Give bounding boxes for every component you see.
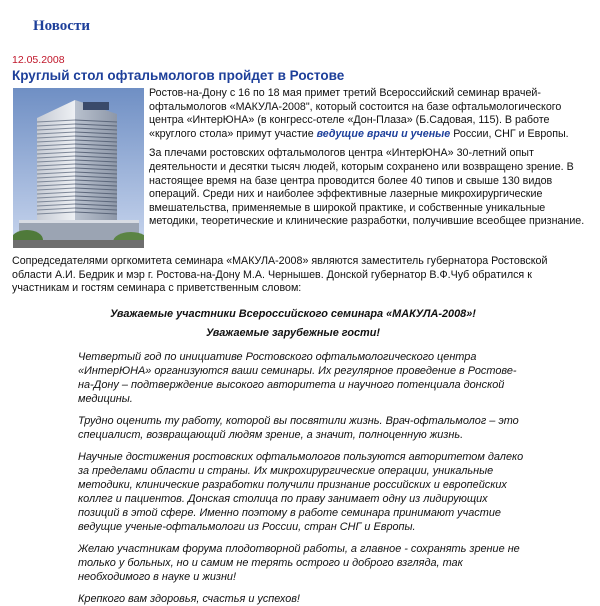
address-paragraph-2: Трудно оценить ту работу, которой вы посвятили жизнь. Врач-офтальмолог – это специалист, возвращающий людям зрение, а значит, полноценную жизнь. [78,415,519,441]
address-paragraph-5: Крепкого вам здоровья, счастья и успехов! [78,593,300,605]
section-title: Новости [33,18,90,34]
article-intro [149,87,589,229]
article-headline[interactable]: Круглый стол офтальмологов пройдет в Ростове [12,68,345,83]
highlight-link[interactable]: ведущие врачи и ученые [316,127,451,140]
hotel-photo [13,88,144,248]
intro-paragraph-2: За плечами ростовских офтальмологов центра «ИнтерЮНА» 30-летний опыт деятельности и десятки тысяч людей, которым сохранено или возвращено зрение. В настоящее время на базе центра проводится более 40 типов и свыше 130 видов операций. Среди них и наиболее эффективные лазерные микрохирургические вмешательства, применяемые в широкой практике, и собственные уникальные методики, теоретические и клинические разработки, получившие всеобщее признание. [149,147,585,228]
intro-text: Ростов-на-Дону с 16 по 18 мая примет третий Всероссийский семинар врачей-офтальмологов «МАКУЛА-2008", который состоится на базе офтальмологического центра «ИнтерЮНА» (в конгресс-отеле «Дон-Плаза» (Б.Садовая, 115). В работе «круглого стола» примут участие [149,87,562,140]
address-greeting-1: Уважаемые участники Всероссийского семинара «МАКУЛА-2008»! [110,308,476,320]
article-date: 12.05.2008 [12,54,65,66]
intro-text-end: России, СНГ и Европы. [450,127,569,140]
address-paragraph-1: Четвертый год по инициативе Ростовского офтальмологического центра «ИнтерЮНА» организуются ваши семинары. Их регулярное проведение в Ростове-на-Дону – подтверждение высокого авторитета и научного потенциала донской медицины. [78,351,517,405]
intro-paragraph-1 [149,87,589,141]
address-paragraph-3: Научные достижения ростовских офтальмологов пользуются авторитетом далеко за пределами области и страны. Их микрохирургические операции, уникальные методики, клинические разработки получили признание российских и европейских коллег и пациентов. Донская столица по праву занимает одну из лидирующих позиций в этой сфере. Именно поэтому в работе семинара принимают участие ведущие ученые-офтальмологи из России, стран СНГ и Европы. [78,451,524,533]
governor-address [78,307,528,606]
address-paragraph-4: Желаю участникам форума плодотворной работы, а главное - сохранять зрение не только у больных, но и самим не терять острого и доброго взгляда, так необходимого в науке и жизни! [78,543,520,583]
chairs-paragraph: Сопредседателями оргкомитета семинара «МАКУЛА-2008» являются заместитель губернатора Ростовской области А.И. Бедрик и мэр г. Ростова-на-Дону М.А. Чернышев. Донской губернатор В.Ф.Чуб обратился к участникам и гостям семинара с приветственным словом: [12,255,548,295]
address-greeting-2: Уважаемые зарубежные гости! [205,327,381,339]
